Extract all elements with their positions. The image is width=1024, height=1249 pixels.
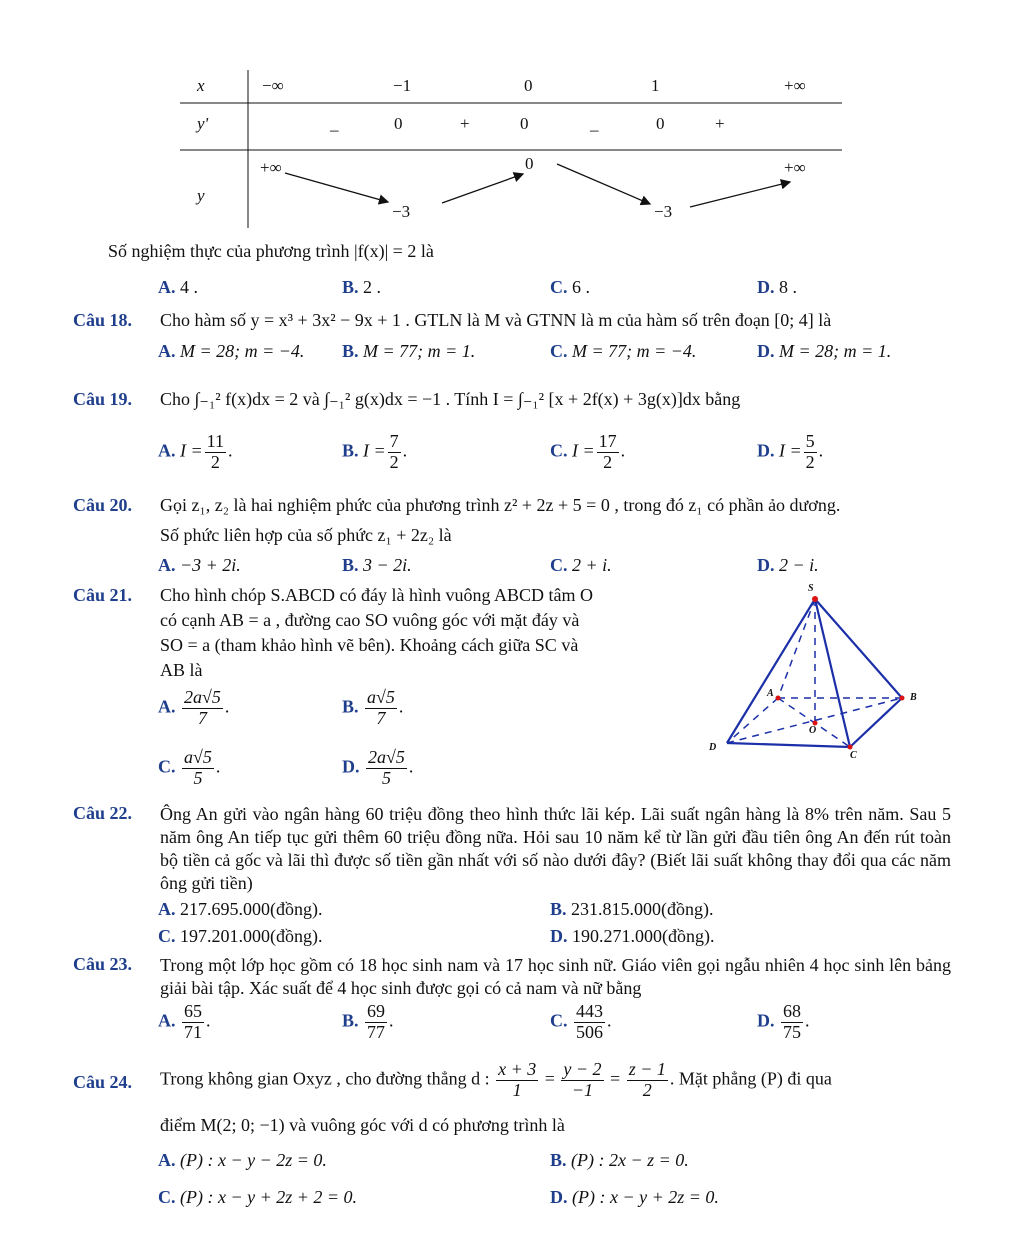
q21-number: Câu 21.	[73, 585, 133, 605]
q24-stem2: điểm M(2; 0; −1) và vuông góc với d có phương trình là	[160, 1115, 565, 1135]
q19-option-b: B. I = $\frac{7}{2}$ .	[342, 431, 408, 472]
q22-option-c: C. 197.201.000(đồng).	[158, 926, 323, 946]
q22-option-d: D. 190.271.000(đồng).	[550, 926, 715, 946]
q20-option-c: C. 2 + i.	[550, 555, 612, 575]
q24-option-a: A. (P) : x − y − 2z = 0.	[158, 1150, 327, 1170]
y-value: 0	[525, 154, 534, 173]
q17-option-d: D. 8 .	[757, 277, 797, 297]
x-value: 1	[651, 76, 660, 95]
q23-option-b: B. $\frac{69}{77}$ .	[342, 1001, 394, 1042]
q21-option-a: A. $\frac{2a√5}{7}$ .	[158, 687, 230, 728]
arrow-down-2	[557, 164, 650, 204]
row-label-y: y	[197, 186, 205, 205]
q17-option-b: B. 2 .	[342, 277, 382, 297]
q22-option-b: B. 231.815.000(đồng).	[550, 899, 714, 919]
q20-option-a: A. −3 + 2i.	[158, 555, 241, 575]
q21-line: Cho hình chóp S.ABCD có đáy là hình vuông ABCD tâm O	[160, 585, 593, 605]
q19-option-d: D. I = $\frac{5}{2}$ .	[757, 431, 824, 472]
y-value: −3	[654, 202, 673, 221]
vertex-o-label: O	[809, 725, 817, 736]
yprime-sign: +	[715, 114, 725, 133]
x-value: −1	[393, 76, 412, 95]
q21-line: có cạnh AB = a , đường cao SO vuông góc với mặt đáy và	[160, 610, 580, 630]
q23-option-d: D. $\frac{68}{75}$ .	[757, 1001, 810, 1042]
y-value: +∞	[260, 158, 282, 177]
q24-number: Câu 24.	[73, 1072, 133, 1092]
yprime-sign: 0	[394, 114, 403, 133]
arrow-down-1	[285, 173, 388, 202]
arrow-up-2	[690, 182, 790, 207]
x-value: +∞	[784, 76, 806, 95]
q18-option-d: D. M = 28; m = 1.	[757, 341, 892, 361]
q23-option-c: C. $\frac{443}{506}$ .	[550, 1001, 612, 1042]
yprime-sign: +	[460, 114, 470, 133]
x-value: 0	[524, 76, 533, 95]
variation-table	[180, 70, 845, 230]
q19-number: Câu 19.	[73, 389, 133, 409]
q17-option-c: C. 6 .	[550, 277, 590, 297]
row-label-yprime: y'	[197, 114, 209, 133]
q21-line: AB là	[160, 660, 203, 680]
q24-stem: Trong không gian Oxyz , cho đường thẳng d : $\frac{x + 3}{1}$ = $\frac{y - 2}{-1}$ = $\frac{z - 1}{2}$ . Mặt phẳng (P) đi qua	[160, 1059, 832, 1100]
q22-option-a: A. 217.695.000(đồng).	[158, 899, 323, 919]
q20-stem2: Số phức liên hợp của số phức z₁ + 2z₂ là	[160, 525, 452, 545]
yprime-sign: –	[330, 120, 339, 139]
q21-option-b: B. $\frac{a√5}{7}$ .	[342, 687, 404, 728]
vertex-c-label: C	[850, 750, 857, 761]
yprime-sign: –	[590, 120, 599, 139]
q18-number: Câu 18.	[73, 310, 133, 330]
q23-option-a: A. $\frac{65}{71}$ .	[158, 1001, 211, 1042]
yprime-sign: 0	[520, 114, 529, 133]
q21-line: SO = a (tham khảo hình vẽ bên). Khoảng cách giữa SC và	[160, 635, 579, 655]
q24-option-d: D. (P) : x − y + 2z = 0.	[550, 1187, 719, 1207]
q24-option-b: B. (P) : 2x − z = 0.	[550, 1150, 689, 1170]
q23-number: Câu 23.	[73, 954, 133, 974]
vertex-a-label: A	[767, 688, 774, 699]
q22-number: Câu 22.	[73, 803, 133, 823]
q18-option-c: C. M = 77; m = −4.	[550, 341, 697, 361]
q20-stem: Gọi z₁, z₂ là hai nghiệm phức của phương trình z² + 2z + 5 = 0 , trong đó z₁ có phần ảo dương.	[160, 495, 841, 515]
q21-option-c: C. $\frac{a√5}{5}$ .	[158, 747, 221, 788]
q18-stem: Cho hàm số y = x³ + 3x² − 9x + 1 . GTLN là M và GTNN là m của hàm số trên đoạn [0; 4] là	[160, 310, 832, 330]
pyramid-figure	[705, 585, 930, 765]
pyramid-svg	[705, 585, 930, 765]
q20-number: Câu 20.	[73, 495, 133, 515]
q18-option-b: B. M = 77; m = 1.	[342, 341, 476, 361]
q19-option-a: A. I = $\frac{11}{2}$ .	[158, 431, 233, 472]
vertex-s-label: S	[808, 583, 814, 594]
vertex-b-label: B	[910, 692, 917, 703]
yprime-sign: 0	[656, 114, 665, 133]
row-label-x: x	[197, 76, 205, 95]
q17-option-a: A. 4 .	[158, 277, 198, 297]
q20-option-d: D. 2 − i.	[757, 555, 819, 575]
q19-option-c: C. I = $\frac{17}{2}$ .	[550, 431, 626, 472]
y-value: +∞	[784, 158, 806, 177]
q20-option-b: B. 3 − 2i.	[342, 555, 412, 575]
q17-stem: Số nghiệm thực của phương trình |f(x)| = 2 là	[108, 241, 434, 261]
q18-option-a: A. M = 28; m = −4.	[158, 341, 305, 361]
q23-text: Trong một lớp học gồm có 18 học sinh nam và 17 học sinh nữ. Giáo viên gọi ngẫu nhiên 4 học sinh lên bảng giải bài tập. Xác suất để 4 học sinh được gọi có cả nam và nữ bằng	[160, 955, 951, 998]
x-value: −∞	[262, 76, 284, 95]
q24-option-c: C. (P) : x − y + 2z + 2 = 0.	[158, 1187, 358, 1207]
q22-text: Ông An gửi vào ngân hàng 60 triệu đồng theo hình thức lãi kép. Lãi suất ngân hàng là 8% trên năm. Sau 5 năm ông An tiếp tục gửi thêm 60 triệu đồng nữa. Hỏi sau 10 năm kể từ lần gửi đầu tiên ông An đến rút toàn bộ tiền cả gốc và lãi thì được số tiền gần nhất với số nào dưới đây? (Biết lãi suất không thay đổi qua các năm ông gửi tiền)	[160, 804, 951, 893]
vertex-d-label: D	[709, 742, 717, 753]
y-value: −3	[392, 202, 411, 221]
q19-stem: Cho ∫₋₁² f(x)dx = 2 và ∫₋₁² g(x)dx = −1 . Tính I = ∫₋₁² [x + 2f(x) + 3g(x)]dx bằng	[160, 389, 741, 409]
arrow-up-1	[442, 174, 523, 203]
q21-option-d: D. $\frac{2a√5}{5}$ .	[342, 747, 414, 788]
